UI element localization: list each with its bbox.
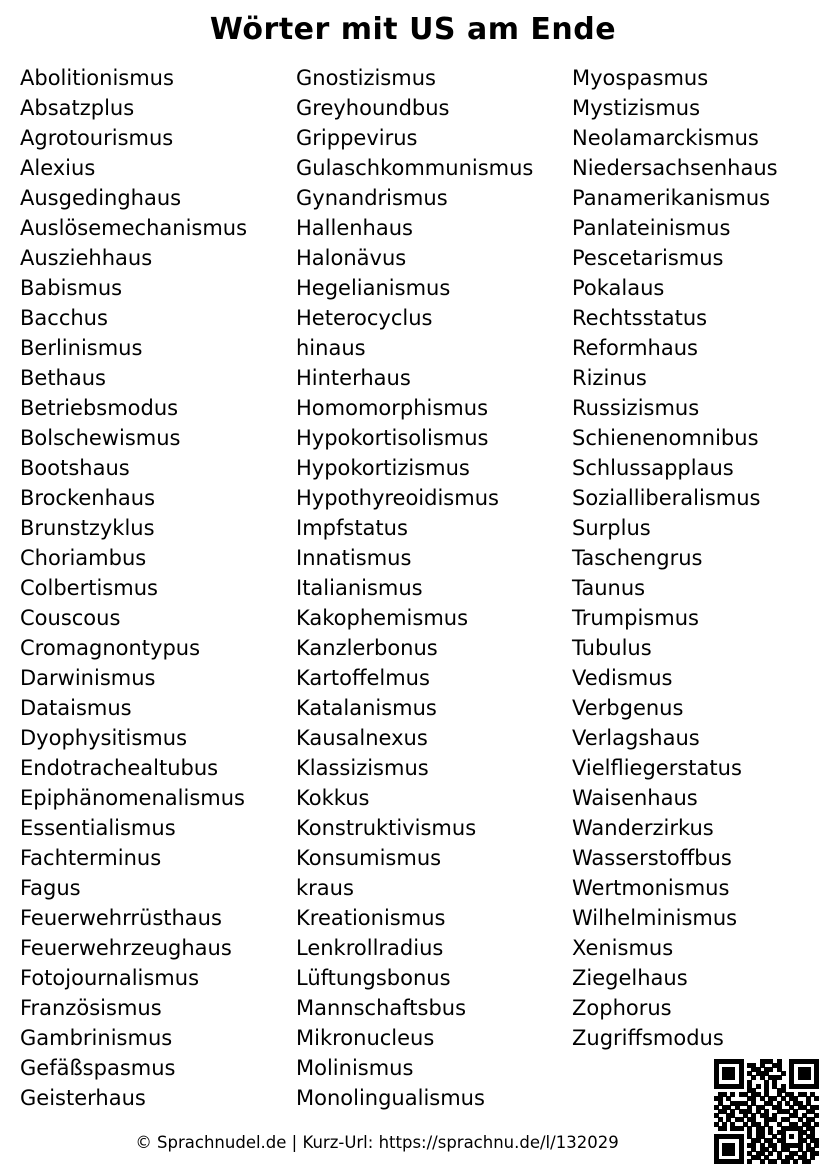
word-item: Cromagnontypus	[20, 636, 201, 660]
word-item: Wasserstoffbus	[572, 846, 732, 870]
word-column-2	[296, 63, 533, 1113]
word-item: Essentialismus	[20, 816, 176, 840]
word-item: Trumpismus	[572, 606, 699, 630]
word-item: Hypokortizismus	[296, 456, 470, 480]
word-item: Endotrachealtubus	[20, 756, 219, 780]
word-item: Lüftungsbonus	[296, 966, 451, 990]
word-item: Berlinismus	[20, 336, 143, 360]
word-item: Französismus	[20, 996, 162, 1020]
word-item: Schlussapplaus	[572, 456, 734, 480]
word-item: Zophorus	[572, 996, 672, 1020]
word-item: Grippevirus	[296, 126, 418, 150]
word-item: Wilhelminismus	[572, 906, 738, 930]
word-item: Molinismus	[296, 1056, 414, 1080]
word-item: Babismus	[20, 276, 123, 300]
word-item: Mannschaftsbus	[296, 996, 467, 1020]
word-item: Alexius	[20, 156, 96, 180]
word-item: Feuerwehrzeughaus	[20, 936, 232, 960]
word-item: Fotojournalismus	[20, 966, 200, 990]
word-item: Neolamarckismus	[572, 126, 759, 150]
word-item: Innatismus	[296, 546, 412, 570]
word-item: Heterocyclus	[296, 306, 433, 330]
word-item: Absatzplus	[20, 96, 135, 120]
word-item: Monolingualismus	[296, 1086, 485, 1110]
word-item: Rizinus	[572, 366, 647, 390]
word-item: Kakophemismus	[296, 606, 469, 630]
word-item: Kreationismus	[296, 906, 446, 930]
word-item: Pokalaus	[572, 276, 665, 300]
word-item: Choriambus	[20, 546, 147, 570]
word-item: Katalanismus	[296, 696, 437, 720]
word-item: Kanzlerbonus	[296, 636, 438, 660]
word-item: Feuerwehrrüsthaus	[20, 906, 222, 930]
word-item: Dataismus	[20, 696, 132, 720]
word-item: Vedismus	[572, 666, 673, 690]
word-item: Couscous	[20, 606, 121, 630]
word-item: Darwinismus	[20, 666, 156, 690]
word-item: Dyophysitismus	[20, 726, 188, 750]
word-item: Rechtsstatus	[572, 306, 708, 330]
word-item: Gefäßspasmus	[20, 1056, 176, 1080]
word-item: Vielfliegerstatus	[572, 756, 742, 780]
word-item: Gambrinismus	[20, 1026, 173, 1050]
word-item: Reformhaus	[572, 336, 698, 360]
word-item: Fachterminus	[20, 846, 162, 870]
word-item: Ausziehhaus	[20, 246, 153, 270]
word-item: Kausalnexus	[296, 726, 428, 750]
word-item: Colbertismus	[20, 576, 158, 600]
word-item: Halonävus	[296, 246, 407, 270]
word-item: Mystizismus	[572, 96, 701, 120]
word-item: Bolschewismus	[20, 426, 181, 450]
word-item: Hallenhaus	[296, 216, 413, 240]
word-item: Pescetarismus	[572, 246, 724, 270]
footer-text: © Sprachnudel.de | Kurz-Url: https://sprachnu.de/l/132029	[135, 1133, 619, 1152]
word-item: Hypothyreoidismus	[296, 486, 499, 510]
page-title: Wörter mit US am Ende	[209, 12, 617, 47]
word-item: Ausgedinghaus	[20, 186, 182, 210]
word-item: Wanderzirkus	[572, 816, 714, 840]
word-item: Betriebsmodus	[20, 396, 179, 420]
word-item: Italianismus	[296, 576, 423, 600]
word-item: Russizismus	[572, 396, 700, 420]
word-item: hinaus	[296, 336, 366, 360]
word-item: Homomorphismus	[296, 396, 489, 420]
word-item: Bacchus	[20, 306, 108, 330]
word-item: Tubulus	[572, 636, 652, 660]
word-item: Kartoffelmus	[296, 666, 430, 690]
word-item: Kokkus	[296, 786, 370, 810]
word-item: Sozialliberalismus	[572, 486, 761, 510]
word-item: Auslösemechanismus	[20, 216, 248, 240]
word-item: Greyhoundbus	[296, 96, 450, 120]
word-item: Brunstzyklus	[20, 516, 155, 540]
word-item: Panlateinismus	[572, 216, 731, 240]
word-item: Mikronucleus	[296, 1026, 435, 1050]
word-item: Hypokortisolismus	[296, 426, 489, 450]
word-item: Impfstatus	[296, 516, 408, 540]
word-item: Ziegelhaus	[572, 966, 688, 990]
word-item: Konsumismus	[296, 846, 442, 870]
word-item: Abolitionismus	[20, 66, 174, 90]
word-item: Brockenhaus	[20, 486, 156, 510]
word-item: Bethaus	[20, 366, 106, 390]
word-item: Geisterhaus	[20, 1086, 146, 1110]
word-item: Xenismus	[572, 936, 674, 960]
word-column-1	[20, 63, 247, 1113]
word-item: Bootshaus	[20, 456, 130, 480]
qr-code-icon	[714, 1059, 819, 1164]
word-item: Panamerikanismus	[572, 186, 771, 210]
word-item: Gynandrismus	[296, 186, 448, 210]
word-item: Konstruktivismus	[296, 816, 477, 840]
word-item: Wertmonismus	[572, 876, 730, 900]
word-item: Epiphänomenalismus	[20, 786, 245, 810]
word-column-3	[572, 63, 778, 1053]
word-item: Taschengrus	[572, 546, 703, 570]
word-item: Schienenomnibus	[572, 426, 759, 450]
word-item: Lenkrollradius	[296, 936, 444, 960]
word-item: Gnostizismus	[296, 66, 436, 90]
word-item: Klassizismus	[296, 756, 429, 780]
word-item: Gulaschkommunismus	[296, 156, 534, 180]
word-item: kraus	[296, 876, 354, 900]
word-item: Hegelianismus	[296, 276, 451, 300]
word-item: Waisenhaus	[572, 786, 698, 810]
word-item: Hinterhaus	[296, 366, 411, 390]
word-item: Verbgenus	[572, 696, 684, 720]
word-item: Verlagshaus	[572, 726, 700, 750]
word-item: Niedersachsenhaus	[572, 156, 778, 180]
word-item: Myospasmus	[572, 66, 709, 90]
word-item: Zugriffsmodus	[572, 1026, 724, 1050]
word-item: Agrotourismus	[20, 126, 174, 150]
word-item: Fagus	[20, 876, 81, 900]
word-item: Surplus	[572, 516, 651, 540]
word-item: Taunus	[572, 576, 646, 600]
